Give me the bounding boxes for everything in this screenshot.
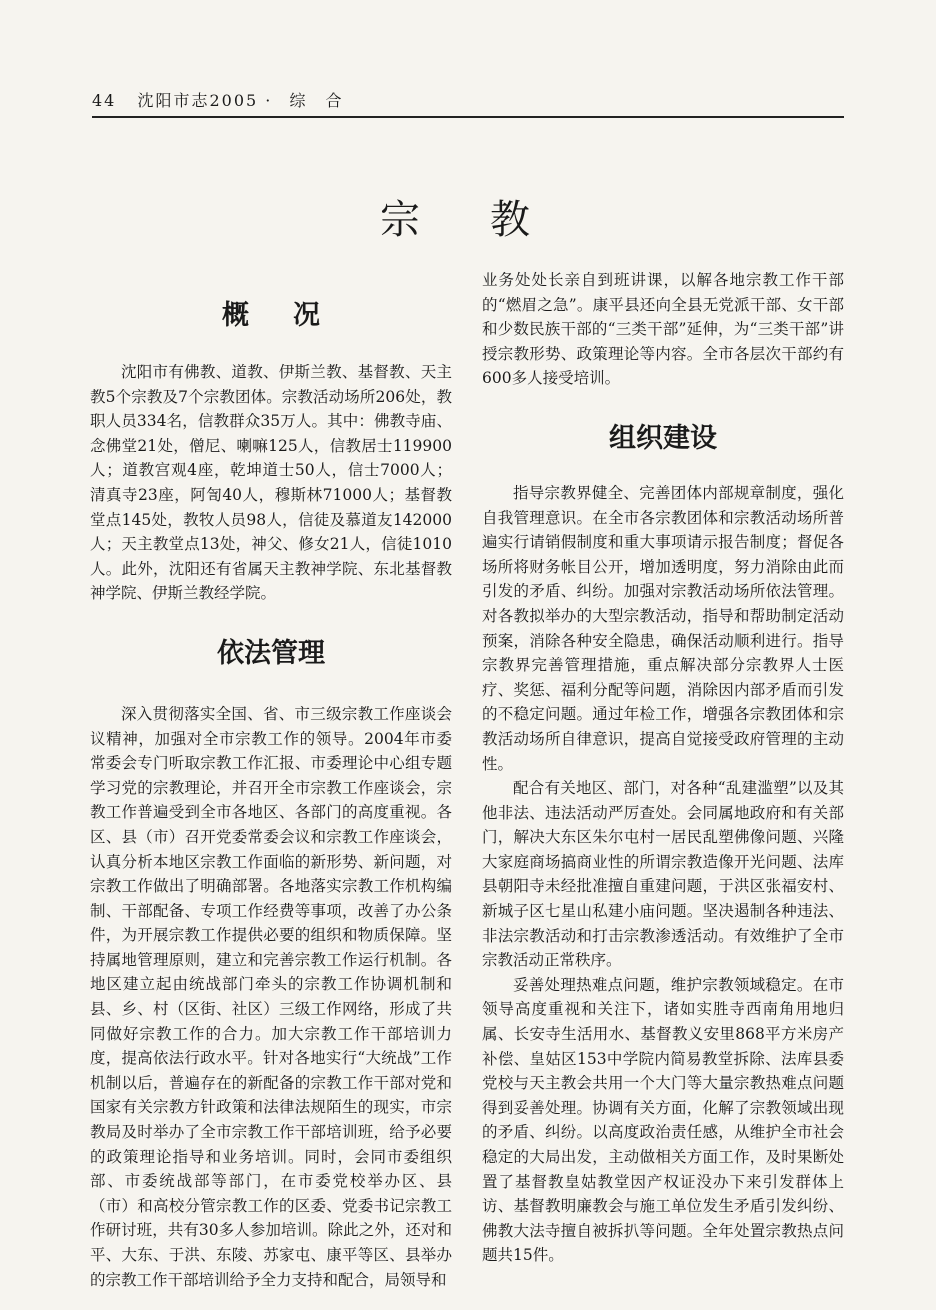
section-name: 综 合 — [289, 91, 344, 110]
overview-paragraph: 沈阳市有佛教、道教、伊斯兰教、基督教、天主教5个宗教及7个宗教团体。宗教活动场所206处，教职人员334名，信教群众35万人。其中：佛教寺庙、念佛堂21处，僧尼、喇嘛125人，信教居士119900人；道教宫观4座，乾坤道士50人，信士7000人；清真寺23座，阿訇40人，穆斯林71000人；基督教堂点145处，教牧人员98人，信徒及慕道友142000人；天主教堂点13处，神父、修女21人，信徒1010人。此外，沈阳还有省属天主教神学院、东北基督教神学院、伊斯兰教经学院。 — [90, 363, 452, 603]
running-header — [92, 88, 343, 111]
header-separator: · — [265, 91, 273, 110]
book-title: 沈阳市志2005 — [137, 91, 259, 110]
left-column — [90, 260, 452, 1292]
law-heading: 依法管理 — [217, 637, 325, 669]
organization-heading: 组织建设 — [609, 422, 717, 454]
organization-paragraph-1: 指导宗教界健全、完善团体内部规章制度，强化自我管理意识。在全市各宗教团体和宗教活动场所普遍实行请销假制度和重大事项请示报告制度；督促各场所将财务帐目公开，增加透明度，努力消除由此而引发的矛盾、纠纷。加强对宗教活动场所依法管理。对各教拟举办的大型宗教活动，指导和帮助制定活动预案，消除各种安全隐患，确保活动顺利进行。指导宗教界完善管理措施，重点解决部分宗教界人士医疗、奖惩、福利分配等问题，消除因内部矛盾而引发的不稳定问题。通过年检工作，增强各宗教团体和宗教活动场所自律意识，提高自觉接受政府管理的主动性。 — [482, 483, 844, 773]
organization-paragraph-3: 妥善处理热难点问题，维护宗教领域稳定。在市领导高度重视和关注下，诸如实胜寺西南角用地归属、长安寺生活用水、基督教义安里868平方米房产补偿、皇姑区153中学院内简易教堂拆除、法库县委党校与天主教会共用一个大门等大量宗教热难点问题得到妥善处理。协调有关方面，化解了宗教领域出现的矛盾、纠纷。以高度政治责任感，从维护全市社会稳定的大局出发，主动做相关方面工作，及时果断处置了基督教皇姑教堂因产权证没办下来引发群体上访、基督教明廉教会与施工单位发生矛盾引发纠纷、佛教大法寺擅自被拆扒等问题。全年处置宗教热点问题共15件。 — [482, 975, 844, 1265]
right-column — [482, 268, 844, 1268]
header-rule — [92, 116, 844, 118]
page-title: 宗教 — [380, 197, 600, 243]
law-paragraph: 深入贯彻落实全国、省、市三级宗教工作座谈会议精神，加强对全市宗教工作的领导。2004年市委常委会专门听取宗教工作汇报、市委理论中心组专题学习党的宗教理论，并召开全市宗教工作座谈会，宗教工作普遍受到全市各地区、各部门的高度重视。各区、县（市）召开党委常委会议和宗教工作座谈会，认真分析本地区宗教工作面临的新形势、新问题，对宗教工作做出了明确部署。各地落实宗教工作机构编制、干部配备、专项工作经费等事项，改善了办公条件，为开展宗教工作提供必要的组织和物质保障。坚持属地管理原则，建立和完善宗教工作运行机制。各地区建立起由统战部门牵头的宗教工作协调机制和县、乡、村（区街、社区）三级工作网络，形成了共同做好宗教工作的合力。加大宗教工作干部培训力度，提高依法行政水平。针对各地实行“大统战”工作机制以后，普遍存在的新配备的宗教工作干部对党和国家有关宗教方针政策和法律法规陌生的现实，市宗教局及时举办了全市宗教工作干部培训班，给予必要的政策理论指导和业务培训。同时，会同市委组织部、市委统战部等部门，在市委党校举办区、县（市）和高校分管宗教工作的区委、党委书记宗教工作研讨班，共有30多人参加培训。除此之外，还对和平、大东、于洪、东陵、苏家屯、康平等区、县举办的宗教工作干部培训给予全力支持和配合，局领导和 — [90, 704, 452, 1289]
law-paragraph-continued: 业务处处长亲自到班讲课，以解各地宗教工作干部的“燃眉之急”。康平县还向全县无党派干部、女干部和少数民族干部的“三类干部”延伸，为“三类干部”讲授宗教形势、政策理论等内容。全市各层次干部约有600多人接受培训。 — [482, 271, 844, 388]
overview-heading: 概况 — [222, 300, 364, 331]
page-number: 44 — [92, 91, 117, 110]
organization-paragraph-2: 配合有关地区、部门，对各种“乱建滥塑”以及其他非法、违法活动严厉查处。会同属地政府和有关部门，解决大东区朱尔屯村一居民乱塑佛像问题、兴隆大家庭商场搞商业性的所谓宗教造像开光问题、法库县朝阳寺未经批准擅自重建问题，于洪区张福安村、新城子区七星山私建小庙问题。坚决遏制各种违法、非法宗教活动和打击宗教渗透活动。有效维护了全市宗教活动正常秩序。 — [482, 779, 844, 970]
